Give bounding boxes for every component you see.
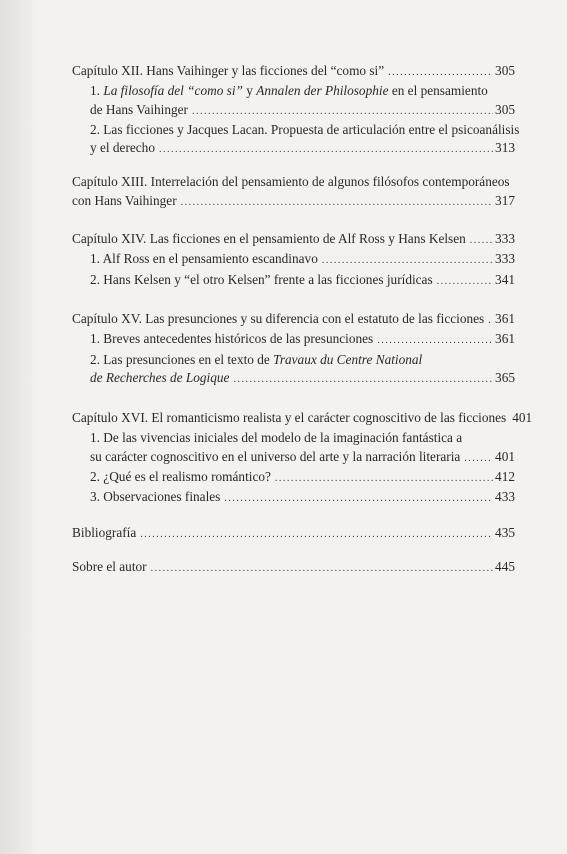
toc-subentry-16-2[interactable] — [90, 468, 515, 488]
dot-leader — [159, 141, 493, 159]
toc-entry-title: 1. Breves antecedentes históricos de las presunciones — [90, 331, 374, 347]
toc-page-number: 445 — [495, 558, 515, 574]
toc-entry-sobre-el-autor[interactable] — [72, 558, 515, 578]
toc-subentry-14-2[interactable] — [90, 271, 515, 291]
toc-entry-chapter-14[interactable] — [72, 230, 515, 250]
dot-leader — [192, 103, 493, 121]
toc-subentry-line — [90, 351, 515, 369]
toc-entry-title: 2. Hans Kelsen y “el otro Kelsen” frente a las ficciones jurídicas — [90, 271, 433, 287]
table-of-contents — [72, 62, 533, 578]
toc-page-number: 317 — [495, 192, 515, 208]
dot-leader — [181, 194, 493, 212]
dot-leader — [322, 252, 493, 270]
toc-page-number: 361 — [495, 331, 515, 347]
dot-leader — [388, 64, 493, 82]
toc-subentry-14-1[interactable] — [90, 250, 515, 270]
toc-entry-title: su carácter cognoscitivo en el universo del arte y la narración literaria — [90, 448, 461, 464]
italic-title: Annalen der Philosophie — [256, 83, 389, 99]
dot-leader — [233, 371, 493, 389]
toc-page-number: 435 — [495, 524, 515, 540]
toc-entry-chapter-13[interactable] — [72, 192, 515, 212]
toc-subentry-line: 2. Las ficciones y Jacques Lacan. Propuesta de articulación entre el psicoanálisis — [90, 121, 520, 137]
dot-leader — [275, 470, 493, 488]
toc-page-number: 401 — [512, 410, 533, 426]
italic-title: La filosofía del “como si” — [103, 83, 243, 99]
dot-leader — [151, 560, 493, 578]
dot-leader — [464, 450, 493, 468]
toc-page-number: 361 — [495, 310, 515, 326]
toc-page-number: 341 — [495, 271, 515, 287]
section-number: 1. — [90, 83, 100, 99]
toc-page-number: 333 — [495, 251, 515, 267]
title-prefix: 2. Las presunciones en el texto de — [90, 351, 270, 367]
toc-entry-title: de Hans Vaihinger — [90, 101, 188, 117]
toc-entry-title: con Hans Vaihinger — [72, 192, 177, 208]
toc-entry-title: 1. Alf Ross en el pensamiento escandinavo — [90, 251, 318, 267]
toc-entry-line: Capítulo XIII. Interrelación del pensamiento de algunos filósofos contemporáneos — [72, 174, 510, 190]
toc-subentry-line — [90, 82, 515, 100]
toc-subentry-16-1[interactable] — [90, 448, 515, 468]
page-gutter-shadow — [0, 0, 40, 854]
toc-entry-chapter-12[interactable] — [72, 62, 515, 82]
toc-entry-title: 2. ¿Qué es el realismo romántico? — [90, 469, 271, 485]
toc-subentry-line: 1. De las vivencias iniciales del modelo de la imaginación fantástica a — [90, 430, 463, 446]
toc-subentry-12-2[interactable] — [90, 139, 515, 159]
dot-leader — [140, 526, 493, 544]
toc-page-number: 305 — [495, 101, 515, 117]
toc-entry-chapter-15[interactable] — [72, 310, 515, 330]
dot-leader — [488, 312, 493, 330]
toc-page-number: 305 — [495, 63, 515, 78]
toc-page-number: 333 — [495, 231, 515, 247]
toc-page-number: 412 — [495, 469, 515, 485]
toc-entry-title: Capítulo XV. Las presunciones y su diferencia con el estatuto de las ficciones — [72, 310, 485, 326]
toc-subentry-15-2[interactable] — [90, 369, 515, 389]
toc-entry-bibliografia[interactable] — [72, 524, 515, 544]
toc-entry-title: y el derecho — [90, 140, 155, 156]
toc-subentry-15-1[interactable] — [90, 330, 515, 350]
toc-page-number: 365 — [495, 369, 515, 385]
toc-subentry-16-3[interactable] — [90, 488, 515, 508]
toc-subentry-12-1[interactable] — [90, 101, 515, 121]
italic-title: Travaux du Centre National — [273, 351, 423, 367]
title-rest: en el pensamiento — [391, 83, 488, 99]
toc-entry-chapter-16[interactable] — [72, 409, 533, 429]
dot-leader — [437, 273, 493, 291]
dot-leader — [377, 332, 493, 350]
toc-entry-title: 3. Observaciones finales — [90, 489, 221, 505]
dot-leader — [224, 490, 493, 508]
toc-page-number: 401 — [495, 448, 515, 464]
dot-leader — [470, 232, 493, 250]
toc-page-number: 313 — [495, 140, 515, 156]
toc-entry-title: Capítulo XIV. Las ficciones en el pensamiento de Alf Ross y Hans Kelsen — [72, 231, 466, 247]
toc-entry-title: de Recherches de Logique — [90, 369, 230, 385]
conjunction: y — [246, 83, 253, 99]
toc-entry-title: Bibliografía — [72, 524, 137, 540]
toc-page-number: 433 — [495, 489, 515, 505]
toc-entry-title: Capítulo XVI. El romanticismo realista y el carácter cognoscitivo de las ficciones — [72, 410, 507, 426]
toc-entry-title: Sobre el autor — [72, 558, 147, 574]
toc-entry-title: Capítulo XII. Hans Vaihinger y las ficciones del “como si” — [72, 63, 385, 78]
